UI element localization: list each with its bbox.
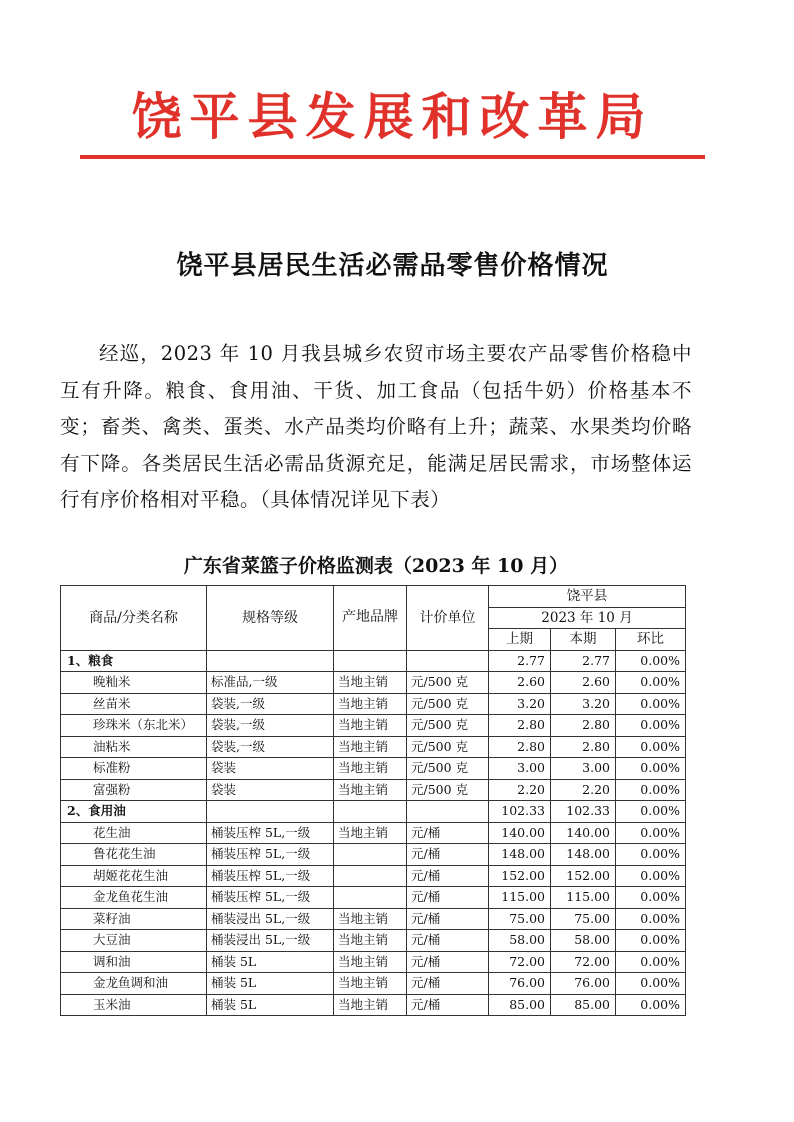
cell-spec: 桶装 5L [207,951,334,973]
cell-prev: 2.80 [489,715,551,737]
cell-origin [334,650,407,672]
cell-origin: 当地主销 [334,693,407,715]
cell-unit: 元/桶 [407,994,489,1016]
cell-curr: 152.00 [551,865,616,887]
cell-unit: 元/500 克 [407,779,489,801]
table-body [61,650,686,1016]
cell-curr: 72.00 [551,951,616,973]
header-curr: 本期 [551,629,616,651]
cell-unit: 元/桶 [407,930,489,952]
header-period: 2023 年 10 月 [489,607,686,629]
cell-name: 富强粉 [61,779,207,801]
cell-prev: 85.00 [489,994,551,1016]
cell-unit: 元/桶 [407,908,489,930]
cell-unit [407,650,489,672]
cell-change: 0.00% [616,715,686,737]
cell-name: 金龙鱼调和油 [61,973,207,995]
cell-prev: 140.00 [489,822,551,844]
cell-spec: 袋装 [207,779,334,801]
cell-prev: 102.33 [489,801,551,823]
cell-curr: 2.77 [551,650,616,672]
cell-curr: 2.80 [551,736,616,758]
cell-origin: 当地主销 [334,951,407,973]
cell-curr: 2.60 [551,672,616,694]
cell-prev: 148.00 [489,844,551,866]
table-row [61,715,686,737]
summary-paragraph: 经巡，2023 年 10 月我县城乡农贸市场主要农产品零售价格稳中互有升降。粮食、食用油、干货、加工食品（包括牛奶）价格基本不变；畜类、禽类、蛋类、水产品类均价略有上升；蔬菜、水果类均价略有下降。各类居民生活必需品货源充足，能满足居民需求，市场整体运行有序价格相对平稳。（具体情况详见下表） [60,342,692,512]
cell-prev: 2.60 [489,672,551,694]
cell-origin [334,801,407,823]
cell-unit: 元/500 克 [407,758,489,780]
cell-prev: 2.77 [489,650,551,672]
cell-change: 0.00% [616,908,686,930]
cell-prev: 75.00 [489,908,551,930]
table-row [61,908,686,930]
cell-change: 0.00% [616,693,686,715]
cell-name: 调和油 [61,951,207,973]
table-row [61,973,686,995]
cell-curr: 115.00 [551,887,616,909]
cell-name: 晚籼米 [61,672,207,694]
table-row [61,758,686,780]
table-row [61,672,686,694]
cell-origin: 当地主销 [334,973,407,995]
cell-curr: 75.00 [551,908,616,930]
cell-prev: 2.80 [489,736,551,758]
cell-change: 0.00% [616,865,686,887]
header-divider [80,155,705,159]
cell-unit: 元/500 克 [407,672,489,694]
cell-prev: 72.00 [489,951,551,973]
cell-name: 1、粮食 [61,650,207,672]
cell-change: 0.00% [616,822,686,844]
cell-spec: 袋装,一级 [207,715,334,737]
cell-origin: 当地主销 [334,758,407,780]
cell-unit: 元/桶 [407,951,489,973]
cell-origin: 当地主销 [334,994,407,1016]
table-row [61,865,686,887]
cell-prev: 76.00 [489,973,551,995]
cell-prev: 58.00 [489,930,551,952]
cell-spec: 袋装 [207,758,334,780]
document-title: 饶平县居民生活必需品零售价格情况 [176,251,609,281]
price-monitoring-table [60,585,686,1016]
cell-curr: 148.00 [551,844,616,866]
cell-curr: 140.00 [551,822,616,844]
cell-spec: 袋装,一级 [207,693,334,715]
cell-curr: 2.20 [551,779,616,801]
table-row [61,994,686,1016]
cell-change: 0.00% [616,951,686,973]
cell-unit: 元/桶 [407,822,489,844]
cell-name: 鲁花花生油 [61,844,207,866]
cell-change: 0.00% [616,930,686,952]
cell-name: 油粘米 [61,736,207,758]
cell-name: 菜籽油 [61,908,207,930]
table-row [61,844,686,866]
cell-name: 玉米油 [61,994,207,1016]
cell-spec: 袋装,一级 [207,736,334,758]
cell-change: 0.00% [616,973,686,995]
cell-change: 0.00% [616,994,686,1016]
cell-spec: 桶装压榨 5L,一级 [207,865,334,887]
table-row [61,693,686,715]
cell-origin [334,865,407,887]
cell-unit: 元/500 克 [407,715,489,737]
cell-unit: 元/桶 [407,887,489,909]
cell-spec: 桶装压榨 5L,一级 [207,887,334,909]
cell-curr: 58.00 [551,930,616,952]
cell-change: 0.00% [616,844,686,866]
table-category-row [61,650,686,672]
header-change: 环比 [616,629,686,651]
cell-change: 0.00% [616,736,686,758]
cell-change: 0.00% [616,650,686,672]
cell-spec: 桶装 5L [207,994,334,1016]
header-unit: 计价单位 [407,586,489,651]
header-spec: 规格等级 [207,586,334,651]
cell-origin: 当地主销 [334,930,407,952]
cell-spec: 标准品,一级 [207,672,334,694]
table-row [61,779,686,801]
cell-curr: 3.20 [551,693,616,715]
cell-origin: 当地主销 [334,908,407,930]
cell-spec: 桶装浸出 5L,一级 [207,908,334,930]
cell-curr: 3.00 [551,758,616,780]
cell-origin [334,844,407,866]
table-row [61,736,686,758]
header-region: 饶平县 [489,586,686,608]
cell-curr: 102.33 [551,801,616,823]
org-header-title: 饶平县发展和改革局 [131,87,654,146]
cell-curr: 2.80 [551,715,616,737]
cell-unit: 元/500 克 [407,693,489,715]
cell-origin: 当地主销 [334,672,407,694]
cell-name: 丝苗米 [61,693,207,715]
cell-name: 胡姬花花生油 [61,865,207,887]
cell-prev: 2.20 [489,779,551,801]
cell-spec [207,801,334,823]
cell-origin: 当地主销 [334,779,407,801]
cell-change: 0.00% [616,758,686,780]
cell-change: 0.00% [616,887,686,909]
cell-spec: 桶装 5L [207,973,334,995]
table-row [61,822,686,844]
cell-prev: 152.00 [489,865,551,887]
cell-prev: 3.00 [489,758,551,780]
cell-origin [334,887,407,909]
cell-name: 大豆油 [61,930,207,952]
cell-curr: 76.00 [551,973,616,995]
cell-spec: 桶装压榨 5L,一级 [207,822,334,844]
cell-origin: 当地主销 [334,822,407,844]
table-row [61,930,686,952]
table-title: 广东省菜篮子价格监测表（2023 年 10 月） [183,555,569,577]
cell-change: 0.00% [616,779,686,801]
cell-spec: 桶装浸出 5L,一级 [207,930,334,952]
cell-name: 金龙鱼花生油 [61,887,207,909]
header-prev: 上期 [489,629,551,651]
cell-unit: 元/桶 [407,973,489,995]
cell-unit: 元/桶 [407,844,489,866]
header-origin: 产地品牌 [334,586,407,651]
table-row [61,887,686,909]
cell-name: 标准粉 [61,758,207,780]
table-category-row [61,801,686,823]
cell-change: 0.00% [616,672,686,694]
cell-origin: 当地主销 [334,715,407,737]
table-row [61,951,686,973]
cell-origin: 当地主销 [334,736,407,758]
cell-unit: 元/桶 [407,865,489,887]
cell-name: 2、食用油 [61,801,207,823]
cell-prev: 115.00 [489,887,551,909]
cell-prev: 3.20 [489,693,551,715]
cell-spec [207,650,334,672]
cell-unit [407,801,489,823]
cell-name: 花生油 [61,822,207,844]
cell-spec: 桶装压榨 5L,一级 [207,844,334,866]
header-name: 商品/分类名称 [61,586,207,651]
cell-change: 0.00% [616,801,686,823]
cell-curr: 85.00 [551,994,616,1016]
cell-unit: 元/500 克 [407,736,489,758]
cell-name: 珍珠米（东北米） [61,715,207,737]
